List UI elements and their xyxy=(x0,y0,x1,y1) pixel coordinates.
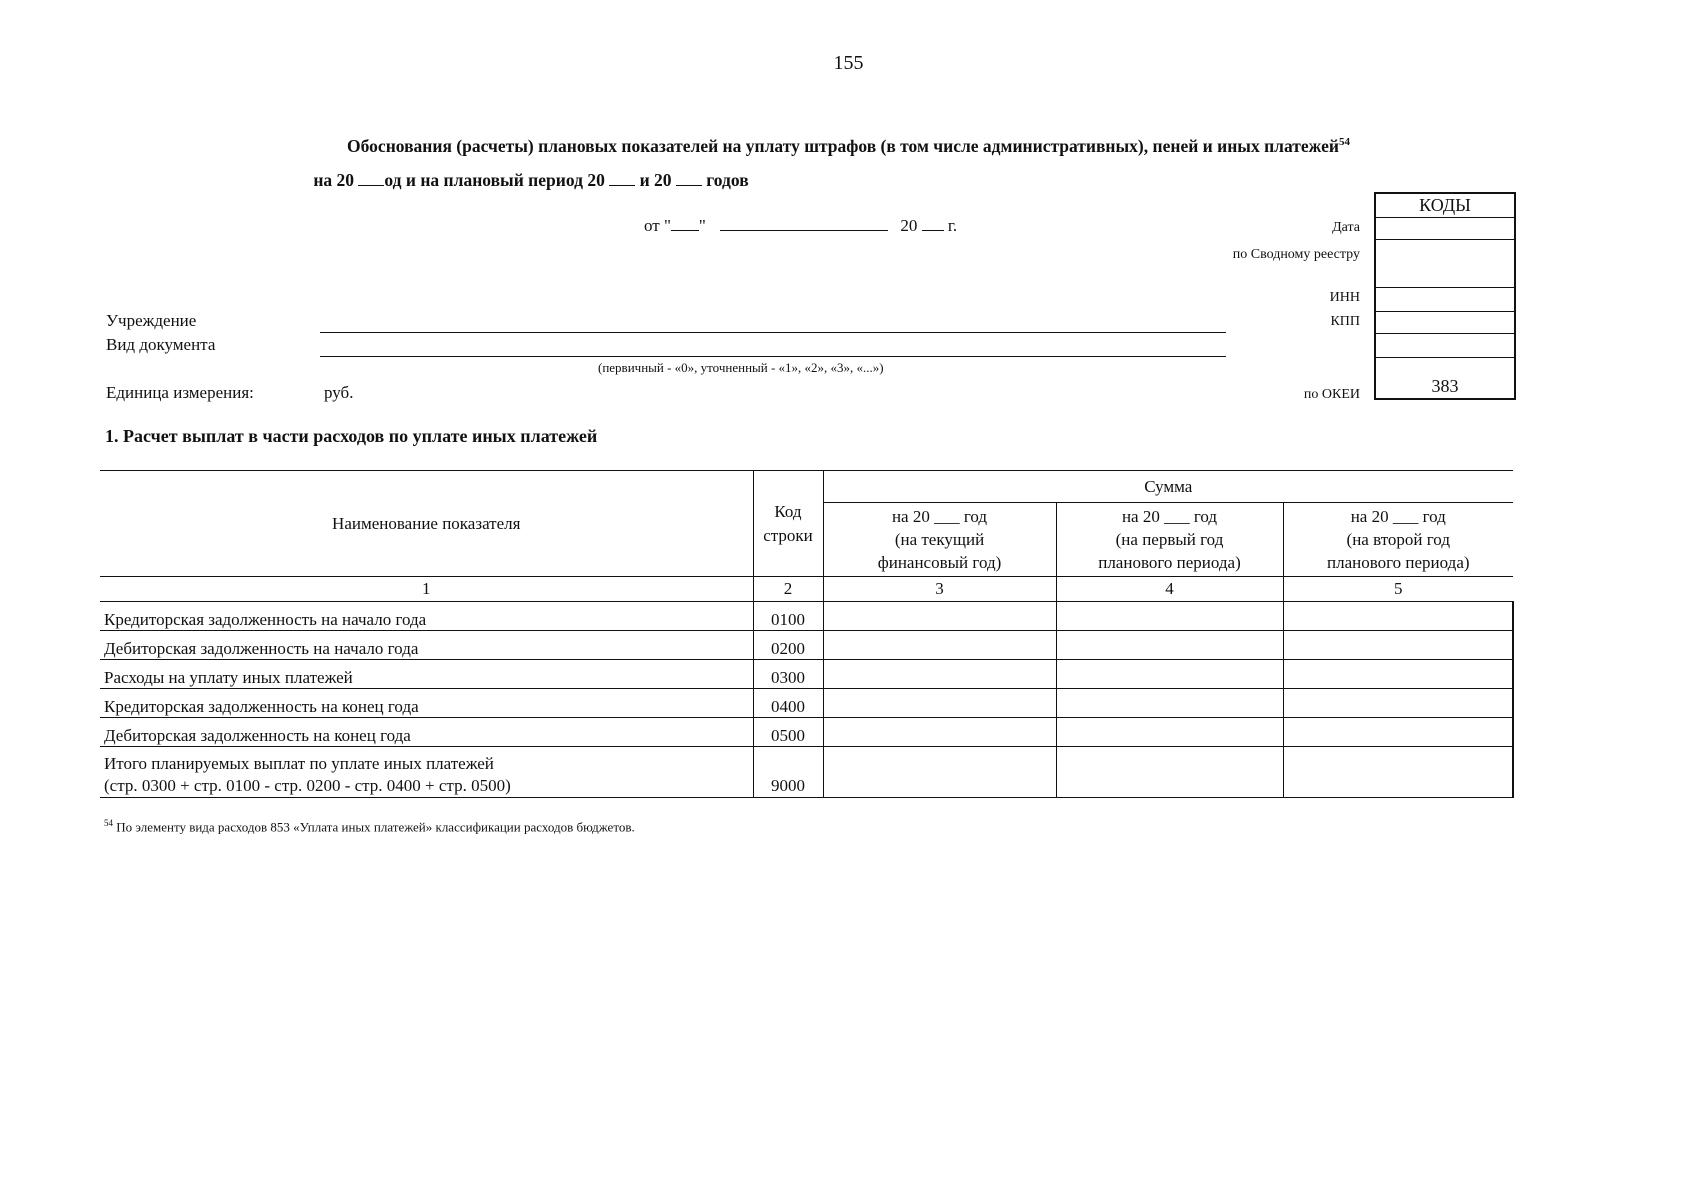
col-sum-desc: планового периода) xyxy=(1098,553,1241,572)
value-cell[interactable] xyxy=(823,631,1056,660)
value-cell[interactable] xyxy=(823,747,1056,798)
row-code: 0300 xyxy=(753,660,823,689)
row-code: 0500 xyxy=(753,718,823,747)
code-label-okei: по ОКЕИ xyxy=(1303,387,1360,402)
col-code-header: Код строки xyxy=(753,471,823,577)
subtitle-part: и 20 xyxy=(639,170,672,190)
date-line xyxy=(644,216,957,236)
row-name: Кредиторская задолженность на начало года xyxy=(100,602,753,631)
total-formula-line: (стр. 0300 + стр. 0100 - стр. 0200 - стр. 0400 + стр. 0500) xyxy=(104,776,511,795)
doc-type-hint: (первичный - «0», уточненный - «1», «2», «3», «...») xyxy=(598,360,884,375)
col-sum-desc: планового периода) xyxy=(1326,553,1470,572)
value-cell[interactable] xyxy=(823,602,1056,631)
value-cell[interactable] xyxy=(1056,689,1283,718)
col-sum-desc: (на текущий xyxy=(894,530,985,549)
date-prefix: от " xyxy=(644,216,671,235)
table-row xyxy=(100,660,1513,689)
code-kpp-cell[interactable] xyxy=(1376,312,1514,334)
section-title: 1. Расчет выплат в части расходов по уплате иных платежей xyxy=(105,426,598,446)
code-registry-cell[interactable] xyxy=(1376,240,1514,288)
date-quote: " xyxy=(698,216,706,235)
col-sum-year: на 20 ___ год xyxy=(1350,507,1446,526)
doc-type-field[interactable] xyxy=(320,356,1226,357)
code-okei-cell: 383 xyxy=(1431,376,1459,396)
month-blank xyxy=(720,216,888,231)
title-footnote-mark: 54 xyxy=(1338,136,1350,149)
col-sum-year: на 20 ___ год xyxy=(1121,507,1218,526)
col-sum-second xyxy=(1283,503,1513,577)
col-number: 3 xyxy=(823,577,1056,602)
payments-table xyxy=(100,470,1514,798)
footnote-mark: 54 xyxy=(104,818,113,828)
col-number: 2 xyxy=(753,577,823,602)
col-name-header: Наименование показателя xyxy=(100,471,753,577)
col-sum-desc: (на первый год xyxy=(1115,530,1224,549)
title-text: Обоснования (расчеты) плановых показателей на уплату штрафов (в том числе административных), пеней и иных платежей xyxy=(347,136,1339,156)
total-row-name xyxy=(100,747,753,798)
subtitle-part: годов xyxy=(706,170,749,190)
code-label-kpp: КПП xyxy=(1330,314,1360,329)
doc-type-label: Вид документа xyxy=(106,335,216,354)
document-subtitle xyxy=(0,170,1062,191)
page-number: 155 xyxy=(833,52,864,74)
code-inn-cell[interactable] xyxy=(1376,288,1514,312)
col-number: 4 xyxy=(1056,577,1283,602)
codes-header: КОДЫ xyxy=(1376,194,1514,218)
document-title xyxy=(0,136,1697,157)
total-name-line: Итого планируемых выплат по уплате иных платежей xyxy=(104,754,494,773)
table-row xyxy=(100,602,1513,631)
value-cell[interactable] xyxy=(1056,631,1283,660)
row-code: 0100 xyxy=(753,602,823,631)
col-sum-first xyxy=(1056,503,1283,577)
row-code: 0400 xyxy=(753,689,823,718)
year-blank xyxy=(676,171,702,186)
footnote-text: По элементу вида расходов 853 «Уплата иных платежей» классификации расходов бюджетов. xyxy=(116,819,635,835)
value-cell[interactable] xyxy=(1056,602,1283,631)
table-row xyxy=(100,631,1513,660)
value-cell[interactable] xyxy=(1056,718,1283,747)
year-blank xyxy=(358,171,384,186)
table-row xyxy=(100,718,1513,747)
code-label-inn: ИНН xyxy=(1329,290,1360,305)
code-extra-cell[interactable] xyxy=(1376,334,1514,358)
code-label-date: Дата xyxy=(1332,220,1360,235)
value-cell[interactable] xyxy=(1283,718,1513,747)
value-cell[interactable] xyxy=(823,660,1056,689)
value-cell[interactable] xyxy=(1283,747,1513,798)
unit-label: Единица измерения: xyxy=(106,383,254,402)
value-cell[interactable] xyxy=(1056,747,1283,798)
date-year: 20 xyxy=(900,216,918,235)
year-blank xyxy=(609,171,635,186)
total-row-code: 9000 xyxy=(753,747,823,798)
col-sum-current xyxy=(823,503,1056,577)
subtitle-part: од и на плановый период 20 xyxy=(384,170,605,190)
code-label-registry: по Сводному реестру xyxy=(1232,247,1360,262)
footnote xyxy=(104,818,635,835)
value-cell[interactable] xyxy=(823,689,1056,718)
year-blank xyxy=(922,216,944,231)
row-name: Кредиторская задолженность на конец года xyxy=(100,689,753,718)
value-cell[interactable] xyxy=(1283,602,1513,631)
value-cell[interactable] xyxy=(823,718,1056,747)
day-blank xyxy=(671,216,699,231)
col-sum-year: на 20 ___ год xyxy=(891,507,988,526)
institution-field[interactable] xyxy=(320,332,1226,333)
row-code: 0200 xyxy=(753,631,823,660)
col-sum-header: Сумма xyxy=(823,471,1513,503)
unit-value: руб. xyxy=(324,383,354,402)
code-date-cell[interactable] xyxy=(1376,218,1514,240)
row-name: Дебиторская задолженность на конец года xyxy=(100,718,753,747)
value-cell[interactable] xyxy=(1283,660,1513,689)
subtitle-part: на 20 xyxy=(313,170,355,190)
col-sum-desc: финансовый год) xyxy=(877,553,1002,572)
institution-label: Учреждение xyxy=(106,311,197,330)
row-name: Дебиторская задолженность на начало года xyxy=(100,631,753,660)
row-name: Расходы на уплату иных платежей xyxy=(100,660,753,689)
col-number: 1 xyxy=(100,577,753,602)
date-suffix: г. xyxy=(947,216,958,235)
value-cell[interactable] xyxy=(1283,631,1513,660)
value-cell[interactable] xyxy=(1283,689,1513,718)
col-number: 5 xyxy=(1283,577,1513,602)
value-cell[interactable] xyxy=(1056,660,1283,689)
codes-box xyxy=(1374,192,1516,400)
total-row xyxy=(100,747,1513,798)
col-sum-desc: (на второй год xyxy=(1346,530,1450,549)
table-row xyxy=(100,689,1513,718)
